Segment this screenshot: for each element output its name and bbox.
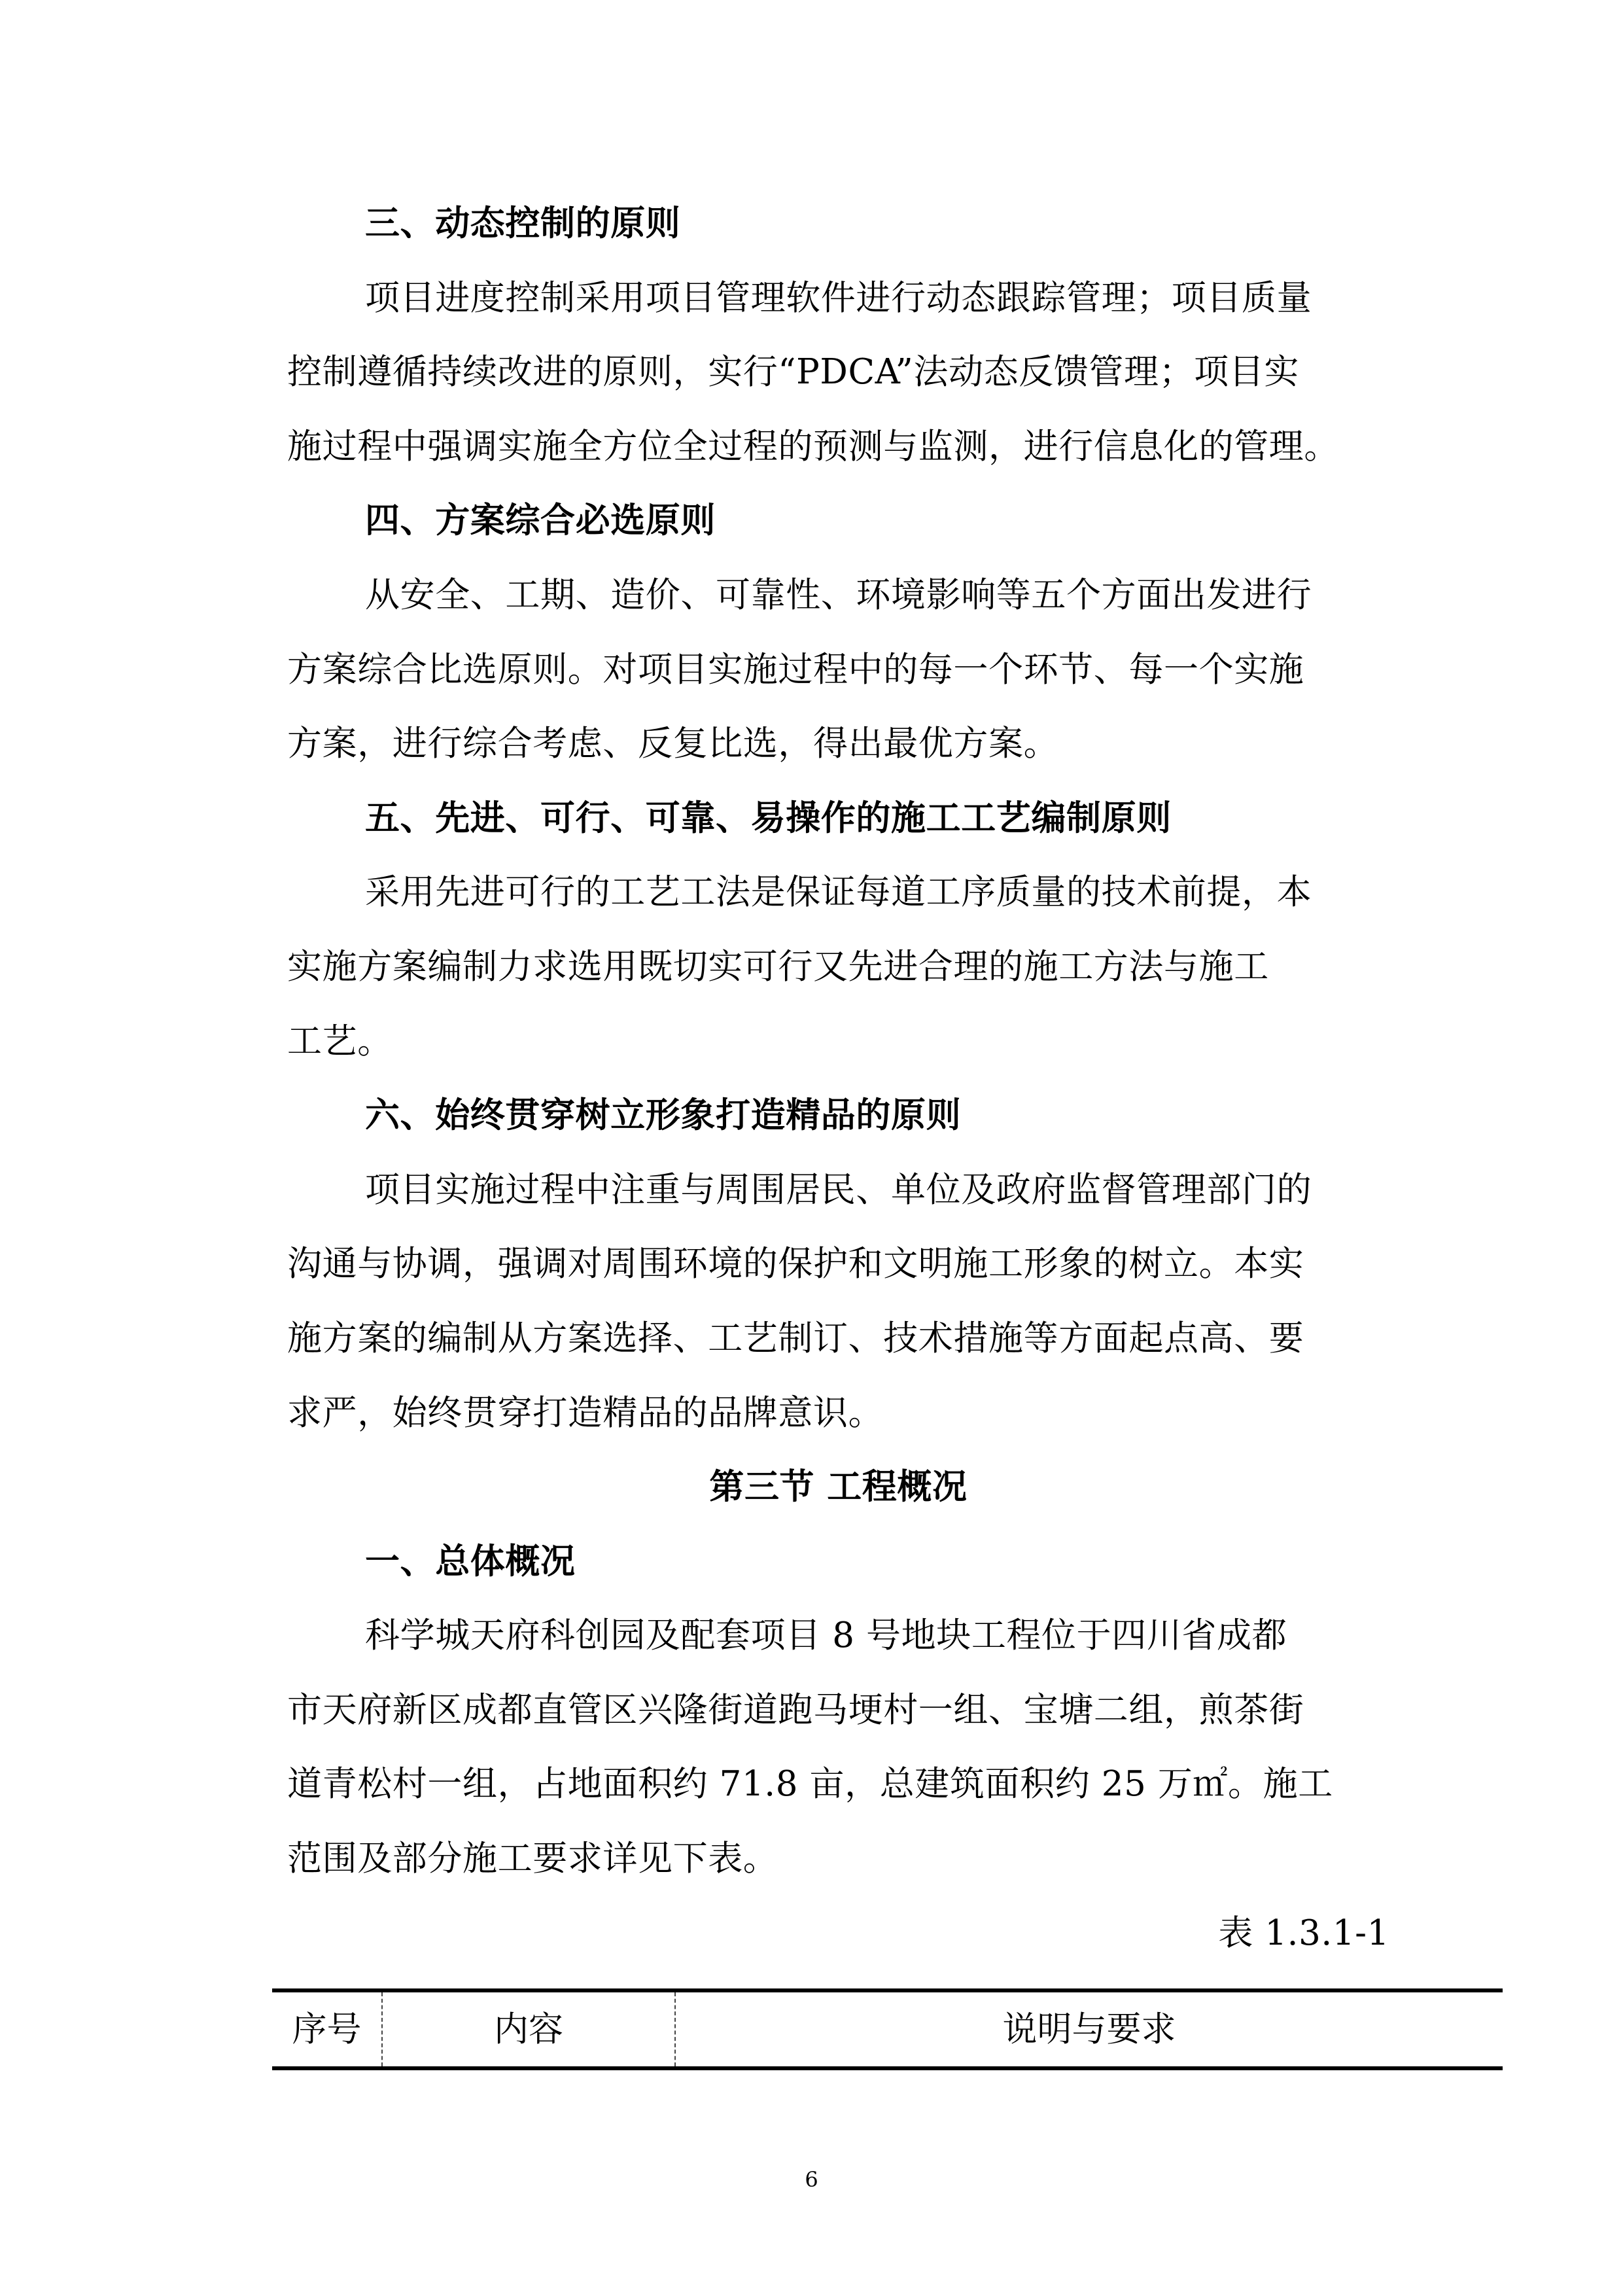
section-heading: 五、先进、可行、可靠、易操作的施工工艺编制原则 xyxy=(365,798,1172,838)
paragraph-line: 求严，始终贯穿打造精品的品牌意识。 xyxy=(287,1392,884,1433)
paragraph-line: 施过程中强调实施全方位全过程的预测与监测，进行信息化的管理。 xyxy=(287,426,1339,467)
table-header-index: 序号 xyxy=(272,1992,383,2066)
document-body xyxy=(287,186,1389,1970)
paragraph-line: 控制遵循持续改进的原则，实行“PDCA”法动态反馈管理；项目实 xyxy=(287,352,1299,393)
paragraph-line: 项目实施过程中注重与周围居民、单位及政府监督管理部门的 xyxy=(365,1169,1312,1210)
paragraph-line: 工艺。 xyxy=(287,1021,393,1061)
section-heading: 三、动态控制的原则 xyxy=(365,203,681,243)
paragraph-line: 范围及部分施工要求详见下表。 xyxy=(287,1839,778,1879)
paragraph-line: 方案，进行综合考虑、反复比选，得出最优方案。 xyxy=(287,724,1059,764)
page-number: 6 xyxy=(805,2167,818,2192)
section-heading: 四、方案综合必选原则 xyxy=(365,501,716,541)
section-heading: 六、始终贯穿树立形象打造精品的原则 xyxy=(365,1095,962,1136)
table-header-row xyxy=(272,1988,1503,2070)
paragraph-line: 采用先进可行的工艺工法是保证每道工序质量的技术前提，本 xyxy=(365,872,1312,913)
paragraph-line: 市天府新区成都直管区兴隆街道跑马埂村一组、宝塘二组，煎茶街 xyxy=(287,1689,1304,1730)
paragraph-line: 科学城天府科创园及配套项目 8 号地块工程位于四川省成都 xyxy=(365,1616,1287,1656)
paragraph-line: 项目进度控制采用项目管理软件进行动态跟踪管理；项目质量 xyxy=(365,277,1312,318)
paragraph-line: 从安全、工期、造价、可靠性、环境影响等五个方面出发进行 xyxy=(365,574,1312,615)
table-header-description: 说明与要求 xyxy=(1002,2009,1176,2049)
section-heading: 一、总体概况 xyxy=(365,1541,576,1581)
table-caption: 表 1.3.1-1 xyxy=(1218,1913,1389,1953)
table-header-content: 内容 xyxy=(383,1992,676,2066)
paragraph-line: 施方案的编制从方案选择、工艺制订、技术措施等方面起点高、要 xyxy=(287,1318,1304,1358)
paragraph-line: 沟通与协调，强调对周围环境的保护和文明施工形象的树立。本实 xyxy=(287,1244,1304,1284)
paragraph-line: 方案综合比选原则。对项目实施过程中的每一个环节、每一个实施 xyxy=(287,649,1304,690)
paragraph-line: 道青松村一组，占地面积约 71.8 亩，总建筑面积约 25 万㎡。施工 xyxy=(287,1764,1333,1805)
paragraph-line: 实施方案编制力求选用既切实可行又先进合理的施工方法与施工 xyxy=(287,946,1269,987)
chapter-heading: 第三节 工程概况 xyxy=(709,1467,968,1508)
